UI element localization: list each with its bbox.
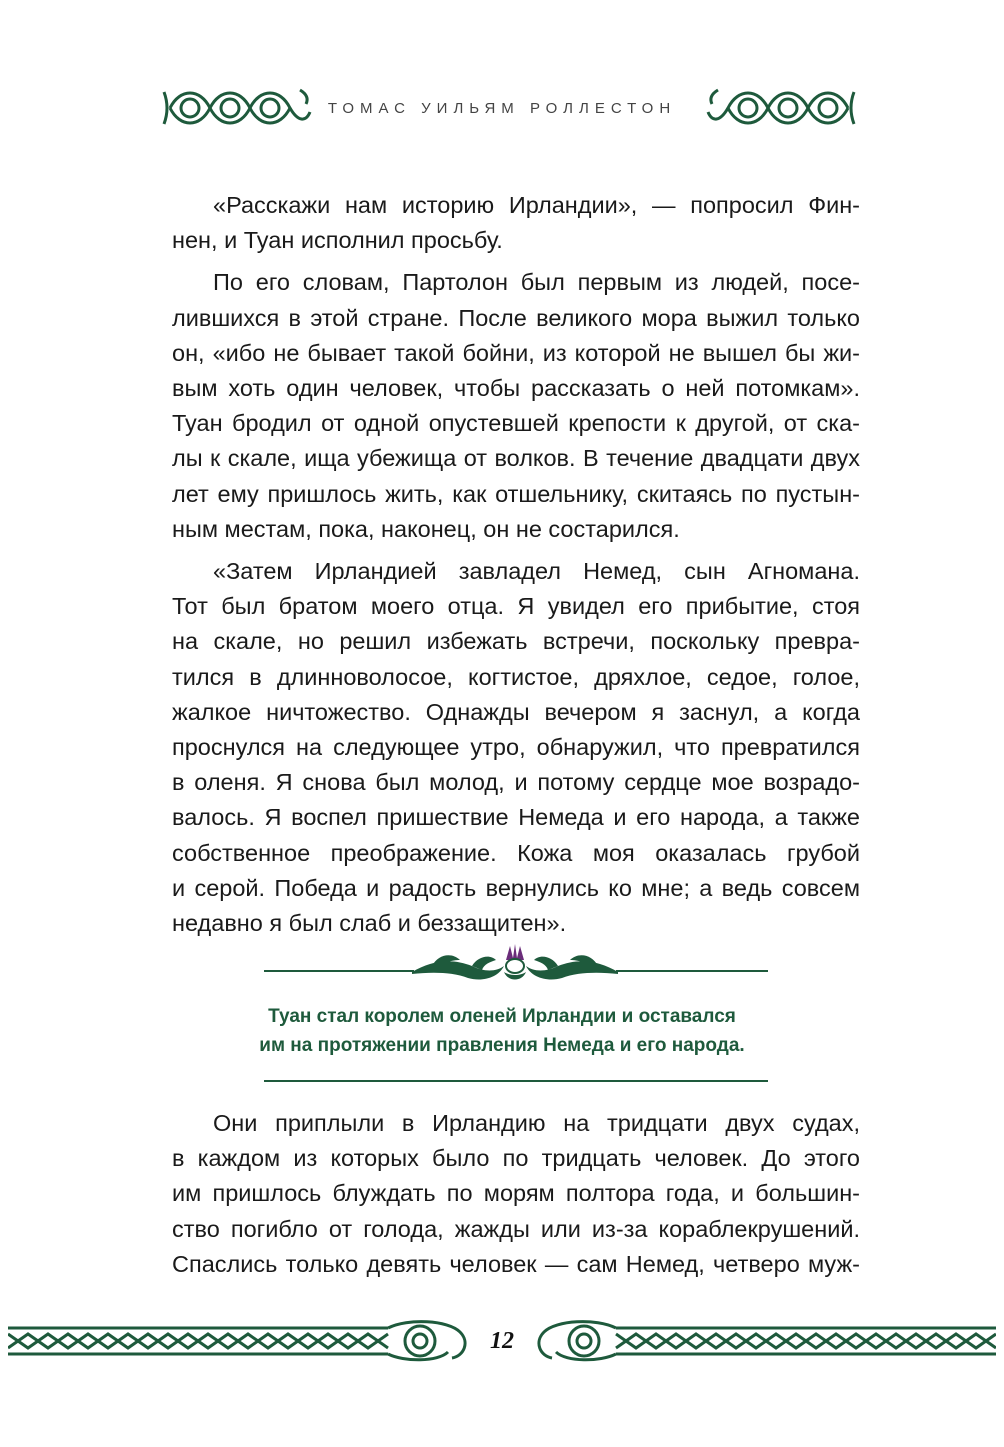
text-line: вым хоть один человек, чтобы рассказать о ней потомкам». xyxy=(172,375,860,402)
text-line: лившихся в этой стране. После великого мора выжил только xyxy=(172,304,860,331)
text-line: и серой. Победа и радость вернулись ко мне; а ведь совсем xyxy=(172,874,860,901)
text-line: нен, и Туан исполнил просьбу. xyxy=(172,227,503,254)
callout-line: им на протяжении правления Немеда и его народа. xyxy=(259,1035,745,1056)
paragraph-3 xyxy=(172,554,860,941)
text-line: он, «ибо не бывает такой бойни, из которой не вышел бы жи- xyxy=(172,339,860,366)
text-line: Тот был братом моего отца. Я увидел его прибытие, стоя xyxy=(172,593,860,620)
callout-line: Туан стал королем оленей Ирландии и оставался xyxy=(268,1006,736,1027)
text-line: Спаслись только девять человек — сам Немед, четверо муж- xyxy=(172,1250,860,1277)
footer-right-braid-icon xyxy=(528,1320,996,1362)
divider-line-left xyxy=(264,970,414,972)
text-line: Они приплыли в Ирландию на тридцати двух судах, xyxy=(213,1110,860,1136)
divider-line-right xyxy=(616,970,768,972)
running-header-author: ТОМАС УИЛЬЯМ РОЛЛЕСТОН xyxy=(327,100,677,117)
paragraph-2 xyxy=(172,265,860,547)
text-line: тился в длинноволосое, когтистое, дряхлое, седое, голое, xyxy=(172,663,860,690)
body-text-bottom xyxy=(172,1106,860,1289)
text-line: проснулся на следующее утро, обнаружил, что превратился xyxy=(172,734,860,761)
text-line: собственное преображение. Кожа моя оказалась грубой xyxy=(172,839,860,866)
text-line: По его словам, Партолон был первым из людей, посе- xyxy=(213,269,860,296)
body-text-top xyxy=(172,188,860,948)
text-line: «Затем Ирландией завладел Немед, сын Агномана. xyxy=(213,558,860,585)
text-line: им пришлось блуждать по морям полтора года, и большин- xyxy=(172,1180,860,1207)
text-line: «Расскажи нам историю Ирландии», — попросил Фин- xyxy=(213,192,860,218)
text-line: валось. Я воспел пришествие Немеда и его народа, а также xyxy=(172,804,860,831)
text-line: жалкое ничтожество. Однажды вечером я заснул, а когда xyxy=(172,698,860,725)
text-line: на скале, но решил избежать встречи, поскольку превра- xyxy=(172,628,860,655)
paragraph-1 xyxy=(172,188,860,258)
text-line: лет ему пришлось жить, как отшельнику, скитаясь по пустын- xyxy=(172,480,860,507)
text-line: в оленя. Я снова был молод, и потому сердце мое возрадо- xyxy=(172,769,860,796)
page-number: 12 xyxy=(490,1328,514,1354)
paragraph-4 xyxy=(172,1106,860,1282)
header-right-knot-icon xyxy=(706,82,858,134)
text-line: Туан бродил от одной опустевшей крепости к другой, от ска- xyxy=(172,410,860,437)
thistle-vine-icon xyxy=(412,942,618,988)
callout-bottom-rule xyxy=(264,1080,768,1082)
text-line: ным местам, пока, наконец, он не состарился. xyxy=(172,515,680,542)
text-line: лы к скале, ища убежища от волков. В течение двадцати двух xyxy=(172,445,860,472)
callout-text xyxy=(200,1002,804,1060)
text-line: недавно я был слаб и беззащитен». xyxy=(172,910,567,937)
text-line: ство погибло от голода, жажды или из-за кораблекрушений. xyxy=(172,1215,860,1242)
text-line: в каждом из которых было по тридцать человек. До этого xyxy=(172,1145,860,1172)
footer-left-braid-icon xyxy=(8,1320,476,1362)
